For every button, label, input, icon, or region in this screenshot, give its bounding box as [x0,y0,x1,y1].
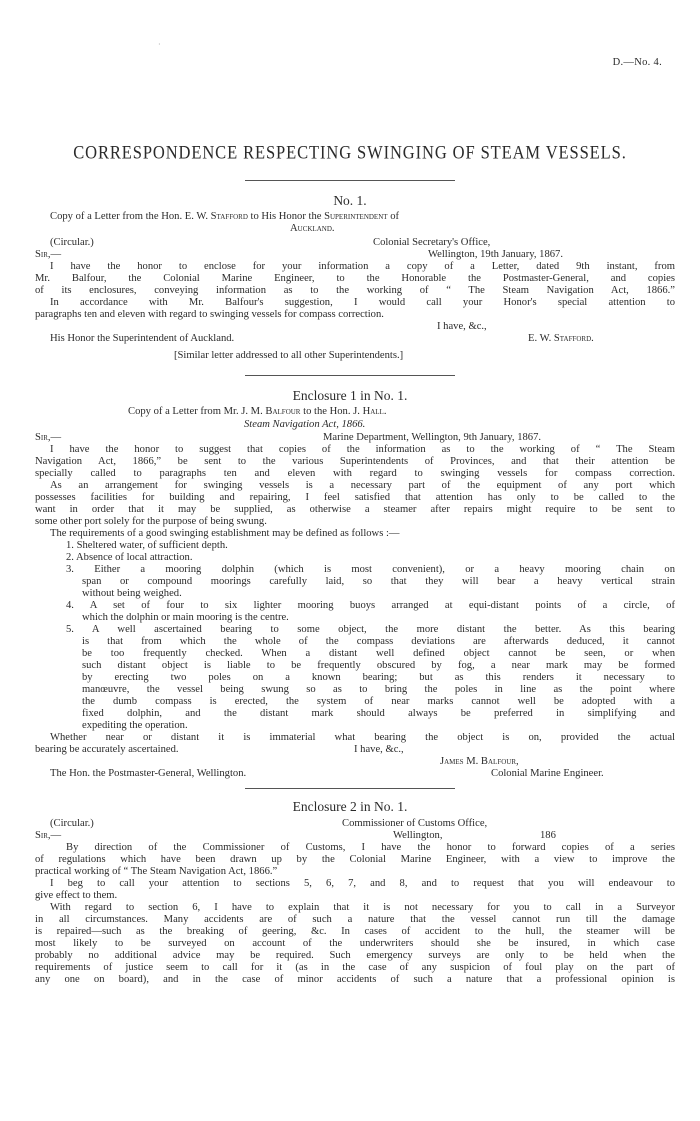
enclosure1-p4-line-2: bearing be accurately ascertained. [35,744,179,755]
enclosure1-heading: Enclosure 1 in No. 1. [292,388,408,403]
enclosure1-p1-line-3: specially called to paragraphs ten and eleven with regard to swinging vessels for compass correction. [35,468,675,479]
enclosure1-p2-line-2: possesses facilities for building and repairing, I feel satisfied that attention has only to be called to the [35,492,675,503]
no1-date: Wellington, 19th January, 1867. [428,249,563,260]
enclosure2-p3-line-6: requirements of justice seem to call for it (as in the case of any suspicion of foul play on the part of [35,962,675,973]
enclosure2-p1-line-2: of regulations which have been drawn up by the Colonial Marine Engineer, with a view to improve the [35,854,675,865]
section-divider-2 [245,788,455,789]
no1-p2-line-2: paragraphs ten and eleven with regard to swinging vessels for compass correction. [35,309,384,320]
enclosure2-circular: (Circular.) [50,818,94,829]
no1-note: [Similar letter addressed to all other Superintendents.] [174,350,404,361]
enclosure1-closing: I have, &c., [354,744,404,755]
enclosure2-p3-line-1: With regard to section 6, I have to explain that it is not necessary for you to call in a Surveyor [50,902,675,913]
enclosure2-p2-line-1: I beg to call your attention to sections 5, 6, 7, and 8, and to request that you will endeavour to [50,878,675,889]
enclosure1-p1-line-2: Navigation Act, 1866,” be sent to the various Superintendents of Provinces, and that their attention be [35,456,675,467]
enclosure1-p2-line-3: want in order that it may be supplied, as otherwise a steamer after repairs might require to be sent to [35,504,675,515]
enclosure1-department: Marine Department, Wellington, 9th January, 1867. [323,432,542,443]
requirement-item-5-line-7: the dumb compass is erected, the system of near marks cannot well be adopted with a [82,696,675,707]
enclosure1-intro: Copy of a Letter from Mr. J. M. Balfour to the Hon. J. Hall. [128,406,387,417]
enclosure2-p3-line-5: probably no additional advice may be required. Such emergency surveys are only to be held when the [35,950,675,961]
enclosure1-subject: Steam Navigation Act, 1866. [244,419,366,430]
no1-p1-line-2: Mr. Balfour, the Colonial Marine Engineer, to the Honorable the Postmaster-General, and copies [35,273,675,284]
requirement-item-5-line-4: such distant object is liable to be frequently obscured by fog, a near mark may be formed [82,660,675,671]
enclosure1-signature: James M. Balfour, [440,756,519,767]
title-divider [245,180,455,181]
enclosure2-salutation: Sir,— [35,830,62,841]
requirement-item-5-line-9: expediting the operation. [82,720,188,731]
requirement-item-5-line-8: fixed dolphin, and the distant mark should always be preferred in simplifying and [82,708,675,719]
requirement-item-3-line-2: span or compound moorings carefully laid, so that they will bear a heavy vertical strain [82,576,675,587]
enclosure1-addressee: The Hon. the Postmaster-General, Wellington. [50,768,247,779]
requirement-item-3-line-1: 3. Either a mooring dolphin (which is most convenient), or a heavy mooring chain on [66,564,675,575]
no1-intro-line-2: Auckland. [290,223,335,234]
enclosure1-p2-line-1: As an arrangement for swinging vessels is a necessary part of the equipment of any port which [50,480,675,491]
no1-circular: (Circular.) [50,237,94,248]
requirement-item-1: 1. Sheltered water, of sufficient depth. [66,540,228,551]
requirement-item-5-line-3: be too frequently checked. When a distant well defined object cannot be seen, or when [82,648,675,659]
no1-p1-line-3: of its enclosures, conveying information as to the working of “ The Steam Navigation Act, 1866.” [35,285,675,296]
enclosure2-p3-line-3: is repaired—such as the breaking of geering, &c. In cases of accident to the hull, the steamer will be [35,926,675,937]
document-title: CORRESPONDENCE RESPECTING SWINGING OF STEAM VESSELS. [73,141,627,164]
requirement-item-2: 2. Absence of local attraction. [66,552,193,563]
enclosure1-signatory-title: Colonial Marine Engineer. [491,768,604,779]
requirement-item-5-line-5: by erecting two poles on a known bearing; but as this renders it necessary to [82,672,675,683]
enclosure2-year: 186 [540,830,556,841]
no1-heading: No. 1. [333,193,367,208]
requirement-item-5-line-6: manœuvre, the vessel being swung so as to bring the poles in line as the point where [82,684,675,695]
enclosure1-salutation: Sir,— [35,432,62,443]
requirement-item-4-line-2: which the dolphin or main mooring is the centre. [82,612,289,623]
requirement-item-3-line-3: without being weighed. [82,588,182,599]
enclosure2-p3-line-4: most likely to be surveyed on account of the underwriters should she be insured, in which case [35,938,675,949]
enclosure2-place: Wellington, [393,830,443,841]
no1-office: Colonial Secretary's Office, [373,237,491,248]
print-mark: · [158,40,161,49]
no1-salutation: Sir,— [35,249,62,260]
no1-intro-line-1: Copy of a Letter from the Hon. E. W. Stafford to His Honor the Superintendent of [50,211,400,222]
no1-signature: E. W. Stafford. [528,333,594,344]
enclosure2-p2-line-2: give effect to them. [35,890,118,901]
requirement-item-5-line-2: is that from which the whole of the compass deviations are afterwards deduced, it cannot [82,636,675,647]
enclosure1-p1-line-1: I have the honor to suggest that copies of the information as to the working of “ The Steam [50,444,675,455]
section-divider-1 [245,375,455,376]
enclosure1-p4-line-1: Whether near or distant it is immaterial what bearing the object is on, provided the actual [50,732,675,743]
enclosure1-p2-line-4: some other port solely for the purpose of being swung. [35,516,267,527]
no1-p2-line-1: In accordance with Mr. Balfour's suggestion, I would call your Honor's special attention to [50,297,675,308]
no1-p1-line-1: I have the honor to enclose for your information a copy of a Letter, dated 9th instant, from [50,261,675,272]
no1-closing: I have, &c., [437,321,487,332]
enclosure2-office: Commissioner of Customs Office, [342,818,488,829]
requirement-item-4-line-1: 4. A set of four to six lighter mooring buoys arranged at equi-distant points of a circle, of [66,600,675,611]
enclosure2-p1-line-3: practical working of “ The Steam Navigation Act, 1866.” [35,866,278,877]
document-reference: D.—No. 4. [612,57,662,68]
enclosure2-heading: Enclosure 2 in No. 1. [292,799,408,814]
enclosure1-p3: The requirements of a good swinging establishment may be defined as follows :— [50,528,400,539]
requirement-item-5-line-1: 5. A well ascertained bearing to some object, the more distant the better. As this bearing [66,624,675,635]
enclosure2-p3-line-2: in all circumstances. Many accidents are of such a nature that the vessel cannot run till the damage [35,914,675,925]
enclosure2-p1-line-1: By direction of the Commissioner of Customs, I have the honor to forward copies of a series [66,842,675,853]
enclosure2-p3-line-7: any one on board), and in the case of minor accidents of such a nature that a professional opinion is [35,974,675,985]
no1-addressee: His Honor the Superintendent of Auckland. [50,333,235,344]
